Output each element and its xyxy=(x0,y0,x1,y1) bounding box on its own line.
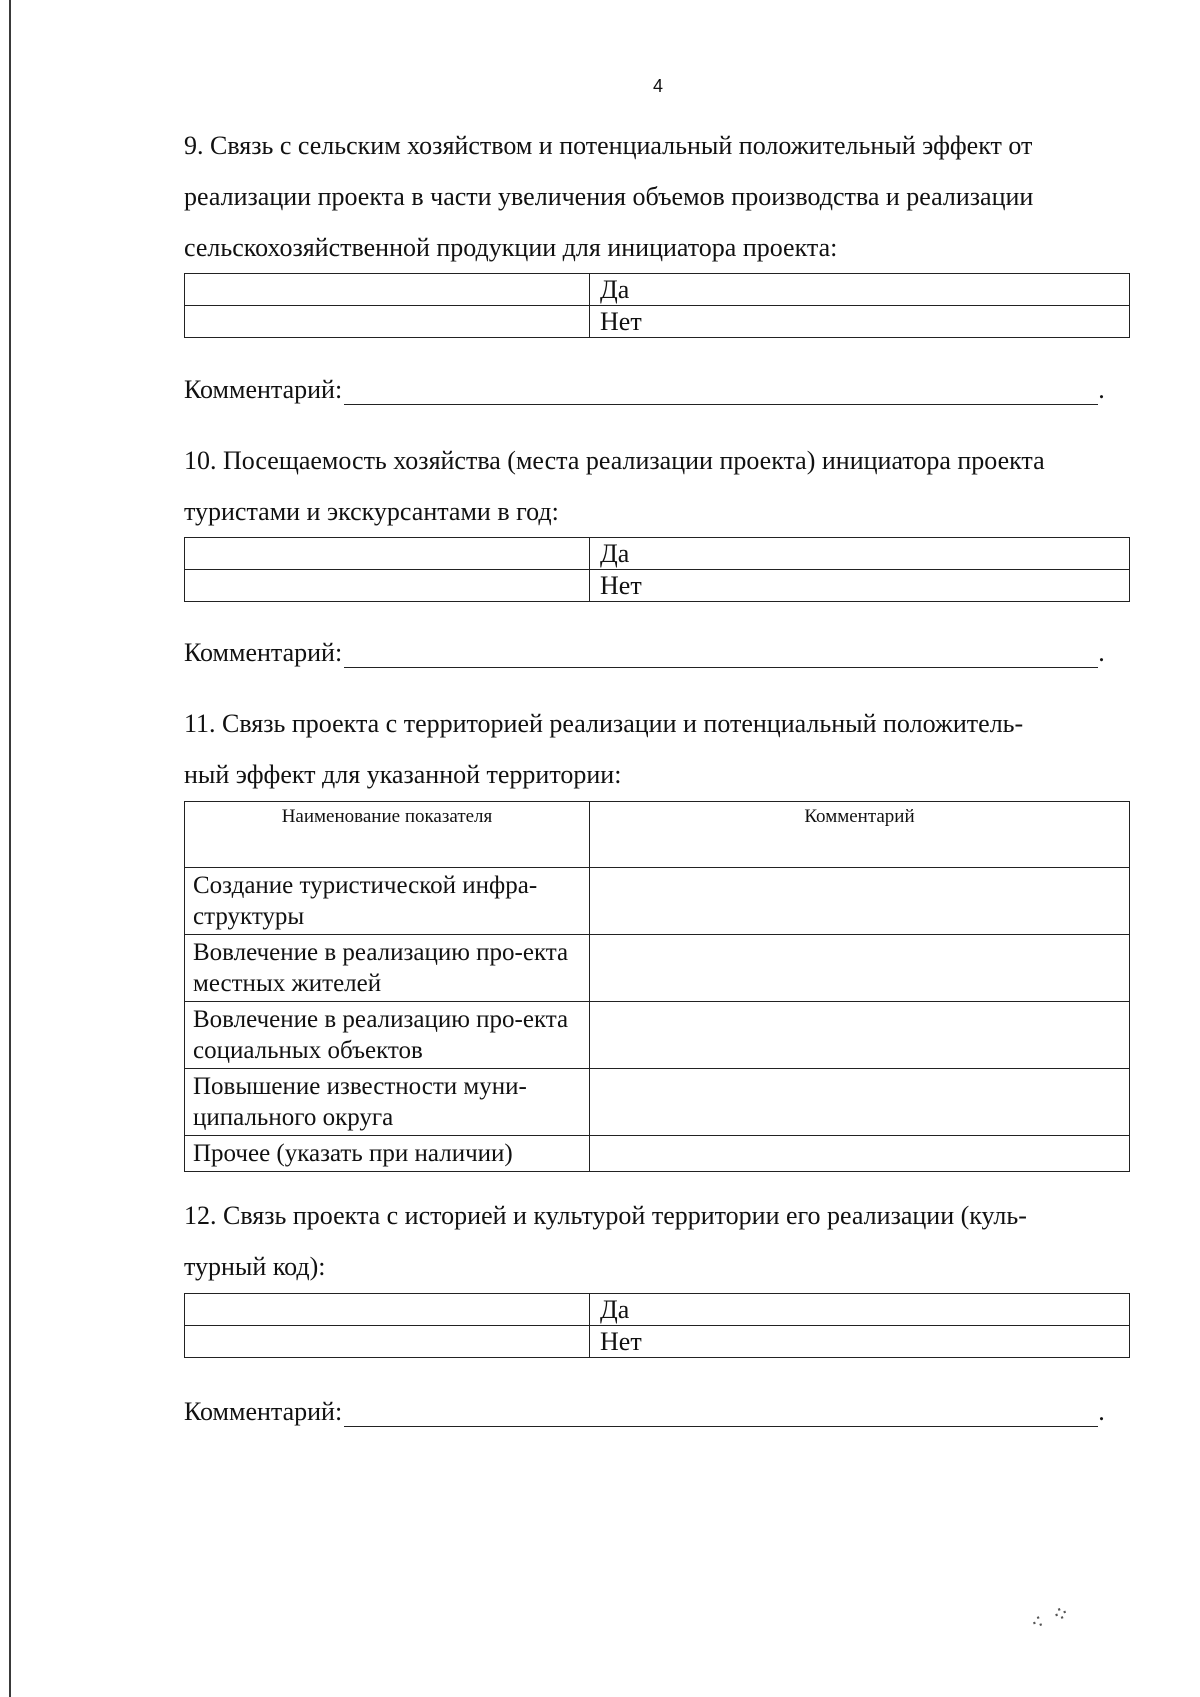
answer-mark-no[interactable] xyxy=(185,570,590,602)
question-line: 9. Связь с сельским хозяйством и потенциальный положительный эффект от xyxy=(184,131,1033,160)
indicator-name: Создание туристической инфра-структуры xyxy=(185,868,590,935)
comment-line-12 xyxy=(184,1397,1130,1427)
answer-table-10 xyxy=(184,537,1130,602)
answer-mark-yes[interactable] xyxy=(185,274,590,306)
question-line: ный эффект для указанной территории: xyxy=(184,760,622,789)
question-line: 11. Связь проекта с территорией реализации и потенциальный положитель- xyxy=(184,709,1024,738)
option-yes: Да xyxy=(590,1294,1130,1326)
option-yes: Да xyxy=(590,274,1130,306)
scan-edge xyxy=(9,0,11,1697)
answer-mark-yes[interactable] xyxy=(185,538,590,570)
question-line: реализации проекта в части увеличения объемов производства и реализации xyxy=(184,182,1034,211)
indicator-name: Прочее (указать при наличии) xyxy=(185,1136,590,1172)
comment-field[interactable] xyxy=(344,1400,1098,1427)
question-12-text xyxy=(184,1190,1130,1292)
page-number: 4 xyxy=(652,76,663,96)
question-10 xyxy=(184,435,1130,537)
question-9 xyxy=(184,120,1130,273)
question-11 xyxy=(184,698,1130,800)
comment-label: Комментарий: xyxy=(184,1397,343,1426)
indicator-comment-cell[interactable] xyxy=(590,1002,1130,1069)
indicator-comment-cell[interactable] xyxy=(590,935,1130,1002)
indicator-name: Вовлечение в реализацию про-екта местных жителей xyxy=(185,935,590,1002)
answer-table-9 xyxy=(184,273,1130,338)
comment-period: . xyxy=(1098,1397,1105,1426)
header-indicator-name: Наименование показателя xyxy=(185,802,590,868)
indicator-name: Вовлечение в реализацию про-екта социальных объектов xyxy=(185,1002,590,1069)
handwritten-mark: ⁖ ⁘ xyxy=(1026,1598,1076,1637)
answer-table-12 xyxy=(184,1293,1130,1358)
indicator-name: Повышение известности муни-ципального округа xyxy=(185,1069,590,1136)
answer-mark-no[interactable] xyxy=(185,306,590,338)
question-line: сельскохозяйственной продукции для инициатора проекта: xyxy=(184,233,838,262)
comment-line-9 xyxy=(184,375,1130,405)
indicators-table xyxy=(184,801,1130,1172)
indicator-comment-cell[interactable] xyxy=(590,868,1130,935)
option-no: Нет xyxy=(590,1326,1130,1358)
question-12 xyxy=(184,1190,1130,1292)
comment-label: Комментарий: xyxy=(184,638,343,667)
comment-label: Комментарий: xyxy=(184,375,343,404)
comment-field[interactable] xyxy=(344,378,1098,405)
option-no: Нет xyxy=(590,306,1130,338)
option-yes: Да xyxy=(590,538,1130,570)
comment-line-10 xyxy=(184,638,1130,668)
question-line: туристами и экскурсантами в год: xyxy=(184,497,559,526)
question-line: 12. Связь проекта с историей и культурой территории его реализации (куль- xyxy=(184,1201,1027,1230)
answer-mark-no[interactable] xyxy=(185,1326,590,1358)
indicator-comment-cell[interactable] xyxy=(590,1136,1130,1172)
header-comment: Комментарий xyxy=(590,802,1130,868)
question-line: 10. Посещаемость хозяйства (места реализации проекта) инициатора проекта xyxy=(184,446,1045,475)
question-11-text xyxy=(184,698,1130,800)
question-9-text xyxy=(184,120,1130,273)
option-no: Нет xyxy=(590,570,1130,602)
indicator-comment-cell[interactable] xyxy=(590,1069,1130,1136)
question-10-text xyxy=(184,435,1130,537)
answer-mark-yes[interactable] xyxy=(185,1294,590,1326)
comment-field[interactable] xyxy=(344,641,1098,668)
question-line: турный код): xyxy=(184,1252,326,1281)
comment-period: . xyxy=(1098,638,1105,667)
comment-period: . xyxy=(1098,375,1105,404)
